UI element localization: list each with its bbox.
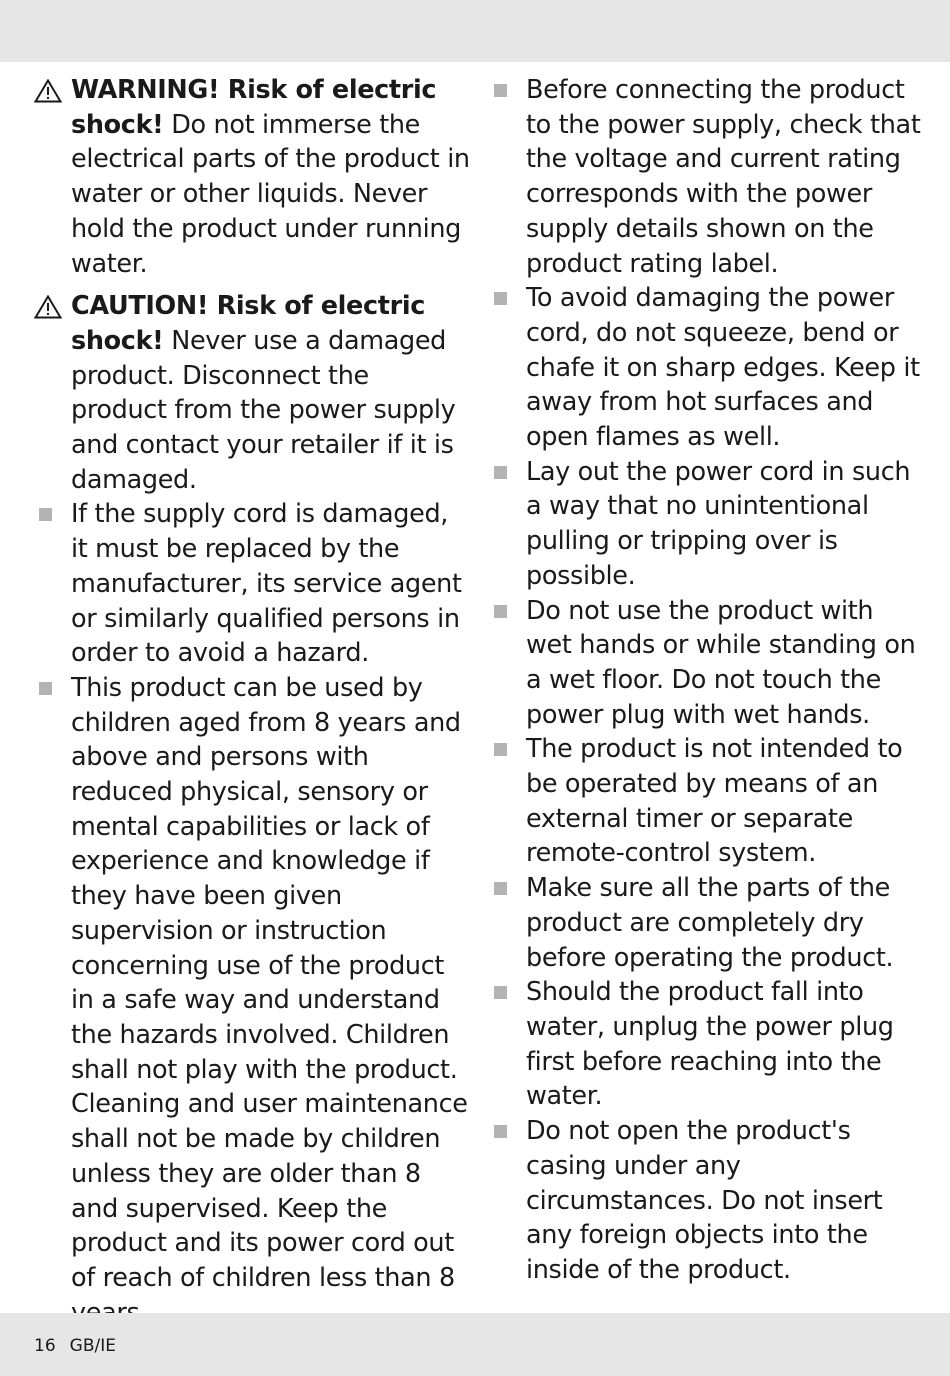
list-item [34, 671, 470, 1330]
square-bullet-icon [494, 743, 507, 756]
list-item-text: This product can be used by children aged from 8 years and above and persons with reduced physical, sensory or mental capabilities or lack of experience and knowledge if they have been given supervision or instruction concerning use of the product in a safe way and understand the hazards involved. Children shall not play with the product. Cleaning and user maintenance shall not be made by children unless they are older than 8 and supervised. Keep the product and its power cord out of reach of children less than 8 [71, 672, 468, 1293]
page-number: 16 [34, 1336, 56, 1356]
warning-triangle-icon [34, 295, 62, 319]
list-item-text: Should the product fall into water, unplug the power plug first before reaching into the water. [526, 977, 894, 1112]
list-item [489, 455, 924, 594]
square-bullet-icon [494, 466, 507, 479]
square-bullet-icon [39, 682, 52, 695]
list-item-text: Make sure all the parts of the product are completely dry before operating the product. [526, 873, 894, 973]
left-column [34, 73, 470, 1330]
right-column [489, 73, 924, 1288]
list-item-text: Before connecting the product to the power supply, check that the voltage and current rating corresponds with the power supply details shown on the product rating label. [526, 75, 921, 279]
warning-lead: WARNING! Risk of electric shock! [71, 75, 437, 140]
square-bullet-icon [494, 84, 507, 97]
list-item [489, 975, 924, 1114]
page-footer [34, 1336, 116, 1356]
footer-band [0, 1313, 950, 1376]
square-bullet-icon [494, 1125, 507, 1138]
list-item [489, 1114, 924, 1288]
list-item-text: Lay out the power cord in such a way that no unintentional pulling or tripping over is possible. [526, 456, 911, 591]
list-item-text: Do not use the product with wet hands or while standing on a wet floor. Do not touch the power plug with wet hands. [526, 595, 916, 730]
caution-lead: CAUTION! Risk of electric shock! [71, 291, 425, 356]
list-item [489, 73, 924, 281]
list-item [489, 594, 924, 733]
square-bullet-icon [494, 882, 507, 895]
list-item-text: The product is not intended to be operated by means of an external timer or separate remote-control system. [526, 734, 903, 869]
region-label: GB/IE [69, 1336, 116, 1356]
caution-body: Never use a damaged product. Disconnect the product from the power supply and contact your retailer if it is damaged. [71, 325, 456, 495]
square-bullet-icon [494, 986, 507, 999]
list-item [489, 732, 924, 871]
list-item-text: Do not open the product's casing under any circumstances. Do not insert any foreign objects into the inside of the product. [526, 1116, 883, 1285]
square-bullet-icon [494, 292, 507, 305]
caution-text [71, 289, 470, 497]
list-item-text: To avoid damaging the power cord, do not squeeze, bend or chafe it on sharp edges. Keep it away from hot surfaces and open flames as well. [526, 283, 920, 453]
caution-electric-shock [34, 289, 470, 497]
header-band [0, 0, 950, 62]
list-item [489, 871, 924, 975]
warning-text [71, 73, 470, 281]
warning-electric-shock [34, 73, 470, 281]
warning-body: Do not immerse the electrical parts of the product in water or other liquids. Never hold the product under running water. [71, 109, 470, 279]
list-item [34, 497, 470, 671]
warning-triangle-icon [34, 79, 62, 103]
square-bullet-icon [494, 605, 507, 618]
list-item [489, 281, 924, 455]
square-bullet-icon [39, 508, 52, 521]
list-item-text: If the supply cord is damaged, it must be replaced by the manufacturer, its service agent or similarly qualified persons in order to avoid a hazard. [71, 499, 462, 669]
